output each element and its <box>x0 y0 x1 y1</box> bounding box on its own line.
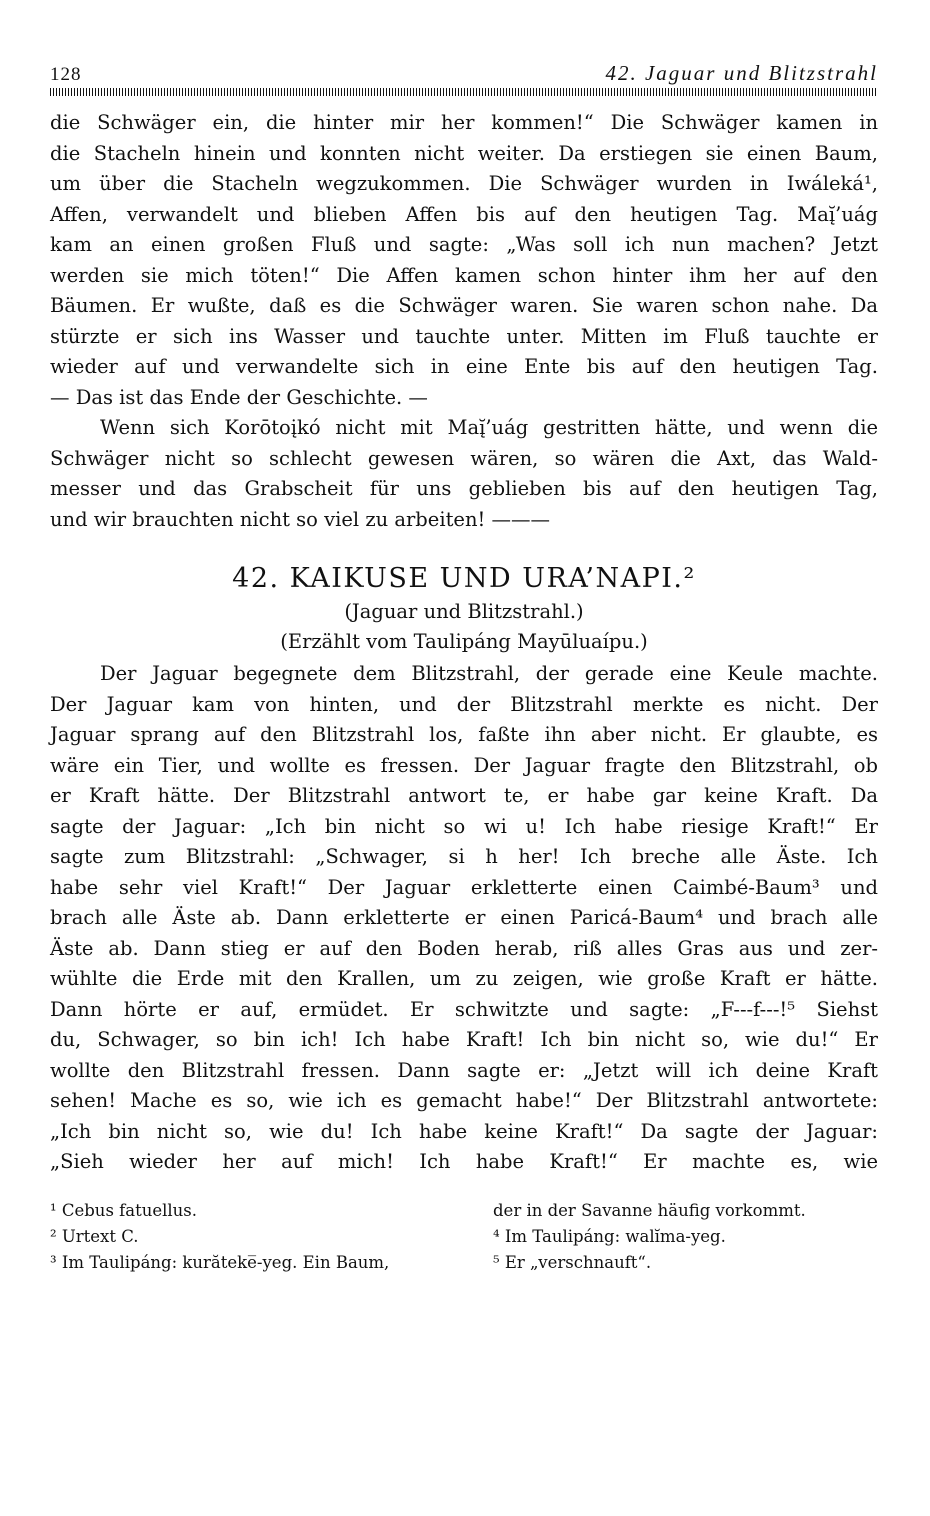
text-line: Affen, verwandelt und blieben Affen bis auf den heutigen Tag. Maį̆’uág <box>50 202 878 226</box>
text-line: wühlte die Erde mit den Krallen, um zu zeigen, wie große Kraft er hätte. <box>50 967 878 990</box>
footnotes <box>50 1198 878 1276</box>
text-line: kam an einen großen Fluß und sagte: „Was soll ich nun machen? Jetzt <box>50 233 878 256</box>
text-line: „Ich bin nicht so, wie du! Ich habe keine Kraft!“ Da sagte der Jaguar: <box>50 1119 878 1143</box>
text-line: Schwäger nicht so schlecht gewesen wären, so wären die Axt, das Wald- <box>50 446 878 470</box>
text-line: er Kraft hätte. Der Blitzstrahl antwort te, er habe gar keine Kraft. Da <box>50 784 878 807</box>
text-line: die Stacheln hinein und konnten nicht weiter. Da erstiegen sie einen Baum, <box>50 141 878 165</box>
page-header <box>50 60 878 86</box>
footnote: ⁵ Er „verschnauft“. <box>493 1253 652 1272</box>
footnotes-left-column <box>50 1198 450 1276</box>
footnote: ² Urtext C. <box>50 1227 139 1246</box>
running-title: 42. Jaguar und Blitzstrahl <box>605 61 878 85</box>
chapter-narrator: (Erzählt vom Taulipáng Mayūluaípu.) <box>280 630 648 653</box>
text-line: Jaguar sprang auf den Blitzstrahl los, faßte ihn aber nicht. Er glaubte, es <box>50 723 878 746</box>
footnotes-right-column <box>493 1198 878 1276</box>
footnote: der in der Savanne häufig vorkommt. <box>493 1201 806 1220</box>
text-line: wieder auf und verwandelte sich in eine Ente bis auf den heutigen Tag. <box>50 355 878 378</box>
text-line: sagte der Jaguar: „Ich bin nicht so wi u! Ich habe riesige Kraft!“ Er <box>50 814 878 838</box>
text-line: stürzte er sich ins Wasser und tauchte unter. Mitten im Fluß tauchte er <box>50 324 878 348</box>
text-line: die Schwäger ein, die hinter mir her kommen!“ Die Schwäger kamen in <box>50 111 878 134</box>
text-line: — Das ist das Ende der Geschichte. — <box>50 385 428 409</box>
text-line: du, Schwager, so bin ich! Ich habe Kraft! Ich bin nicht so, wie du!“ Er <box>50 1028 878 1051</box>
text-line: Dann hörte er auf, ermüdet. Er schwitzte und sagte: „F---f---!⁵ Siehst <box>50 997 878 1021</box>
text-line: Wenn sich Korōtoįkó nicht mit Maį̆’uág gestritten hätte, und wenn die <box>100 416 878 439</box>
text-line: und wir brauchten nicht so viel zu arbeiten! ——— <box>50 507 551 531</box>
footnote: ³ Im Taulipáng: kurăteke̅-yeg. Ein Baum, <box>50 1253 390 1272</box>
text-line: werden sie mich töten!“ Die Affen kamen schon hinter ihm her auf den <box>50 263 878 287</box>
text-line: um über die Stacheln wegzukommen. Die Schwäger wurden in Iwáleká¹, <box>50 172 878 195</box>
footnote: ¹ Cebus fatuellus. <box>50 1201 198 1220</box>
text-line: messer und das Grabscheit für uns geblieben bis auf den heutigen Tag, <box>50 477 878 500</box>
text-line: Bäumen. Er wußte, daß es die Schwäger waren. Sie waren schon nahe. Da <box>50 294 878 317</box>
page-number: 128 <box>50 64 82 85</box>
chapter-title: 42. KAIKUSE UND URA’NAPI.² <box>232 563 696 594</box>
text-line: wollte den Blitzstrahl fressen. Dann sagte er: „Jetzt will ich deine Kraft <box>50 1058 878 1082</box>
continued-story-text <box>50 108 878 535</box>
text-line: brach alle Äste ab. Dann erkletterte er einen Paricá-Baum⁴ und brach alle <box>50 906 878 929</box>
book-page <box>50 60 878 1178</box>
text-line: Der Jaguar kam von hinten, und der Blitzstrahl merkte es nicht. Der <box>50 692 878 716</box>
footnote: ⁴ Im Taulipáng: walĭma-yeg. <box>493 1227 726 1246</box>
text-line: Äste ab. Dann stieg er auf den Boden herab, riß alles Gras aus und zer- <box>50 936 878 960</box>
text-line: habe sehr viel Kraft!“ Der Jaguar erkletterte einen Caimbé-Baum³ und <box>50 875 878 899</box>
text-line: „Sieh wieder her auf mich! Ich habe Kraft!“ Er machte es, wie <box>50 1150 878 1173</box>
text-line: sehen! Mache es so, wie ich es gemacht habe!“ Der Blitzstrahl antwortete: <box>50 1089 878 1112</box>
chapter-subtitle: (Jaguar und Blitzstrahl.) <box>344 600 584 623</box>
chapter-story-text <box>50 659 878 1178</box>
text-line: sagte zum Blitzstrahl: „Schwager, si h her! Ich breche alle Äste. Ich <box>50 845 878 868</box>
text-line: wäre ein Tier, und wollte es fressen. Der Jaguar fragte den Blitzstrahl, ob <box>50 753 878 777</box>
header-rule <box>50 88 878 96</box>
text-line: Der Jaguar begegnete dem Blitzstrahl, der gerade eine Keule machte. <box>100 662 878 685</box>
